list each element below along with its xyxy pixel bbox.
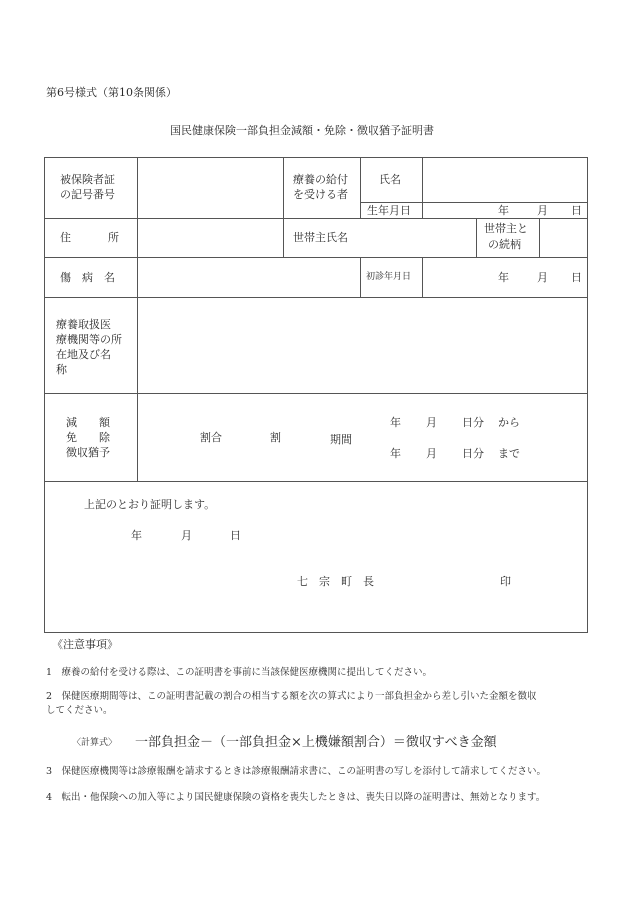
rule-row5 bbox=[44, 481, 588, 482]
rule-row1 bbox=[44, 218, 588, 219]
formula-label: 〈計算式〉 bbox=[72, 738, 118, 748]
householder-name-label: 世帯主氏名 bbox=[293, 231, 348, 244]
rule-relation-right bbox=[539, 218, 540, 257]
rule-col3-top bbox=[360, 157, 361, 218]
institution-label-2: 療機関等の所 bbox=[56, 333, 122, 346]
institution-label-1: 療養取扱医 bbox=[56, 318, 111, 331]
period-from-month: 月 bbox=[426, 416, 437, 429]
institution-label-3: 在地及び名 bbox=[56, 348, 111, 361]
table-border-bottom bbox=[44, 632, 588, 633]
issuer-name: 七 宗 町 長 bbox=[297, 575, 374, 588]
formula: 一部負担金－（一部負担金×上機嫌額割合）＝徴収すべき金額 bbox=[135, 735, 497, 750]
rule-col2 bbox=[283, 157, 284, 257]
ratio-label: 割合 bbox=[200, 431, 222, 444]
period-from-year: 年 bbox=[390, 416, 401, 429]
institution-label-4: 称 bbox=[56, 363, 67, 376]
first-visit-day: 日 bbox=[571, 271, 582, 284]
recipient-label-1: 療養の給付 bbox=[293, 173, 348, 186]
table-border-top bbox=[44, 157, 588, 158]
wari-unit: 割 bbox=[270, 431, 281, 444]
first-visit-year: 年 bbox=[498, 271, 509, 284]
birth-month: 月 bbox=[537, 204, 548, 217]
insured-card-label-1: 被保険者証 bbox=[60, 173, 115, 186]
period-label: 期間 bbox=[330, 433, 352, 446]
table-border-left bbox=[44, 157, 45, 633]
rule-relation-left bbox=[476, 218, 477, 257]
rule-col3-bottom bbox=[360, 257, 361, 297]
table-border-right bbox=[587, 157, 588, 633]
first-visit-month: 月 bbox=[537, 271, 548, 284]
address-label-1: 住 bbox=[60, 231, 71, 244]
note-item-1: 1 療養の給付を受ける際は、この証明書を事前に当該保健医療機関に提出してください。 bbox=[46, 667, 433, 678]
birthdate-label: 生年月日 bbox=[367, 204, 411, 217]
relation-label-2: の続柄 bbox=[488, 238, 521, 251]
certification-day: 日 bbox=[230, 529, 241, 542]
rule-col4-bottom bbox=[422, 257, 423, 297]
note-item-2-line-1: 2 保健医療期間等は、この証明書記載の割合の相当する額を次の算式により一部負担金から差し引いた金額を徴収 bbox=[46, 691, 537, 702]
period-from-day: 日分 bbox=[462, 416, 484, 429]
birth-year: 年 bbox=[498, 204, 509, 217]
first-visit-label: 初診年月日 bbox=[366, 272, 412, 282]
certification-month: 月 bbox=[181, 529, 192, 542]
reduction-label-1: 減 額 bbox=[66, 416, 110, 429]
period-until-suffix: まで bbox=[498, 447, 520, 460]
insured-card-label-2: の記号番号 bbox=[60, 188, 115, 201]
period-until-year: 年 bbox=[390, 447, 401, 460]
rule-col4-top bbox=[422, 157, 423, 218]
rule-col1 bbox=[137, 157, 138, 481]
name-label: 氏名 bbox=[379, 173, 401, 186]
period-until-day: 日分 bbox=[462, 447, 484, 460]
rule-row2 bbox=[44, 257, 588, 258]
note-item-3: 3 保健医療機関等は診療報酬を請求するときは診療報酬請求書に、この証明書の写しを添付して請求してください。 bbox=[46, 766, 547, 777]
rule-row4 bbox=[44, 393, 588, 394]
notes-heading: 《注意事項》 bbox=[52, 638, 118, 651]
recipient-label-2: を受ける者 bbox=[293, 188, 348, 201]
form-number: 第6号様式（第10条関係） bbox=[46, 86, 177, 99]
reduction-label-2: 免 除 bbox=[66, 431, 110, 444]
certification-year: 年 bbox=[131, 529, 142, 542]
relation-label-1: 世帯主と bbox=[484, 222, 528, 235]
period-until-month: 月 bbox=[426, 447, 437, 460]
birth-day: 日 bbox=[571, 204, 582, 217]
seal-mark: 印 bbox=[500, 575, 511, 588]
rule-row3 bbox=[44, 297, 588, 298]
note-item-4: 4 転出・他保険への加入等により国民健康保険の資格を喪失したときは、喪失日以降の証明書は、無効となります。 bbox=[46, 792, 546, 803]
period-from-suffix: から bbox=[498, 416, 520, 429]
disease-label: 傷 病 名 bbox=[60, 271, 115, 284]
document-title: 国民健康保険一部負担金減額・免除・徴収猶予証明書 bbox=[170, 124, 434, 137]
note-item-2-line-2: してください。 bbox=[46, 705, 113, 716]
certification-statement: 上記のとおり証明します。 bbox=[84, 498, 216, 511]
address-label-2: 所 bbox=[108, 231, 119, 244]
reduction-label-3: 徴収猶予 bbox=[66, 446, 110, 459]
